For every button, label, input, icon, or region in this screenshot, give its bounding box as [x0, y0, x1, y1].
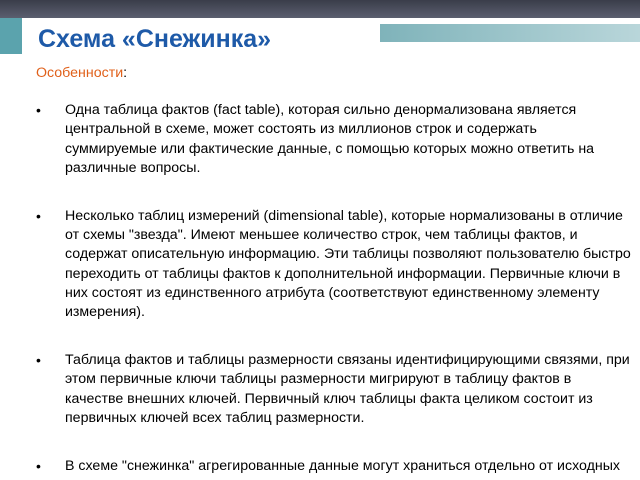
right-accent-strip — [380, 24, 640, 42]
bullet-dot-icon: • — [36, 102, 41, 119]
bullet-text: Таблица фактов и таблицы размерности связаны идентифицирующими связями, при этом первичные ключи таблицы размерности мигрируют в таблицу фактов в качестве внешних ключей. Первичный ключ таблицы факта целиком состоит из первичных ключей всех таблиц размерности. — [65, 352, 630, 426]
bullet-item — [36, 101, 632, 178]
bullet-text: Одна таблица фактов (fact table), которая сильно денормализована является центральной в схеме, может состоять из миллионов строк и содержать суммируемые или фактические данные, с помощью которых можно ответить на различные вопросы. — [65, 102, 595, 176]
slide-title: Схема «Снежинка» — [38, 25, 272, 53]
top-decor-bar — [0, 0, 640, 18]
bullet-text: Несколько таблиц измерений (dimensional table), которые нормализованы в отличие от схемы "звезда". Имеют меньшее количество строк, чем таблицы фактов, и содержат описательную информацию. Эти таблицы позволяют пользователю быстро переходить от таблицы фактов к дополнительной информации. Первичные ключи в них состоят из единственного атрибута (соответствуют единственному элементу измерения). — [65, 208, 631, 321]
intro-label: Особенности — [36, 65, 124, 81]
slide-content — [36, 64, 632, 476]
intro-line — [36, 64, 632, 83]
bullet-item — [36, 351, 632, 428]
bullet-list — [36, 101, 632, 476]
intro-colon: : — [123, 65, 128, 81]
bullet-dot-icon: • — [36, 352, 41, 369]
bullet-dot-icon: • — [36, 208, 41, 225]
left-accent-block — [0, 18, 22, 54]
bullet-item — [36, 207, 632, 322]
bullet-item — [36, 457, 632, 476]
bullet-text: В схеме "снежинка" агрегированные данные могут храниться отдельно от исходных — [65, 458, 620, 475]
bullet-dot-icon: • — [36, 458, 41, 475]
